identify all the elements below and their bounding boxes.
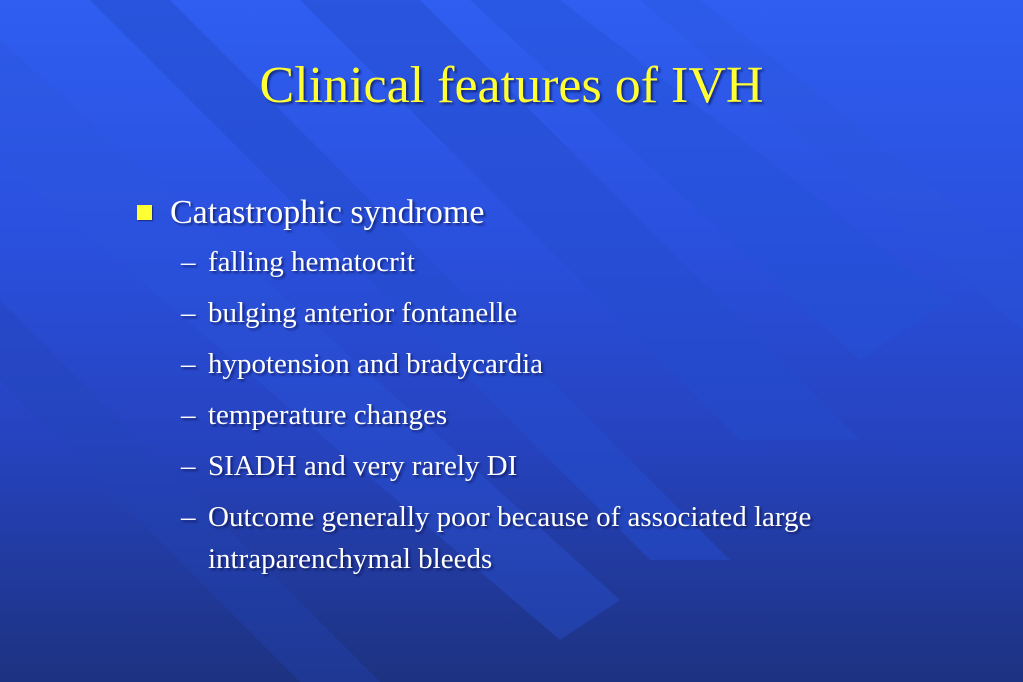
sub-bullet-item [181,241,881,283]
sub-bullet-text: SIADH and very rarely DI [208,450,518,482]
sub-bullet-list [181,241,941,580]
square-bullet-icon [137,205,152,220]
sub-bullet-text: hypotension and bradycardia [208,348,544,380]
dash-marker: – [181,399,196,431]
dash-marker: – [181,501,196,533]
slide-content [137,191,897,583]
sub-bullet-text: Outcome generally poor because of associated large intraparenchymal bleeds [208,501,812,575]
bullet-item [137,191,897,235]
dash-marker: – [181,297,196,329]
sub-bullet-text: temperature changes [208,399,448,431]
sub-bullet-item [181,496,881,580]
sub-bullet-text: bulging anterior fontanelle [208,297,518,329]
dash-marker: – [181,348,196,380]
sub-bullet-text: falling hematocrit [208,246,415,278]
slide-title: Clinical features of IVH [259,57,764,114]
bullet-label: Catastrophic syndrome [170,194,485,231]
dash-marker: – [181,246,196,278]
sub-bullet-item [181,394,881,436]
sub-bullet-item [181,343,881,385]
dash-marker: – [181,450,196,482]
sub-bullet-item [181,445,881,487]
sub-bullet-item [181,292,881,334]
